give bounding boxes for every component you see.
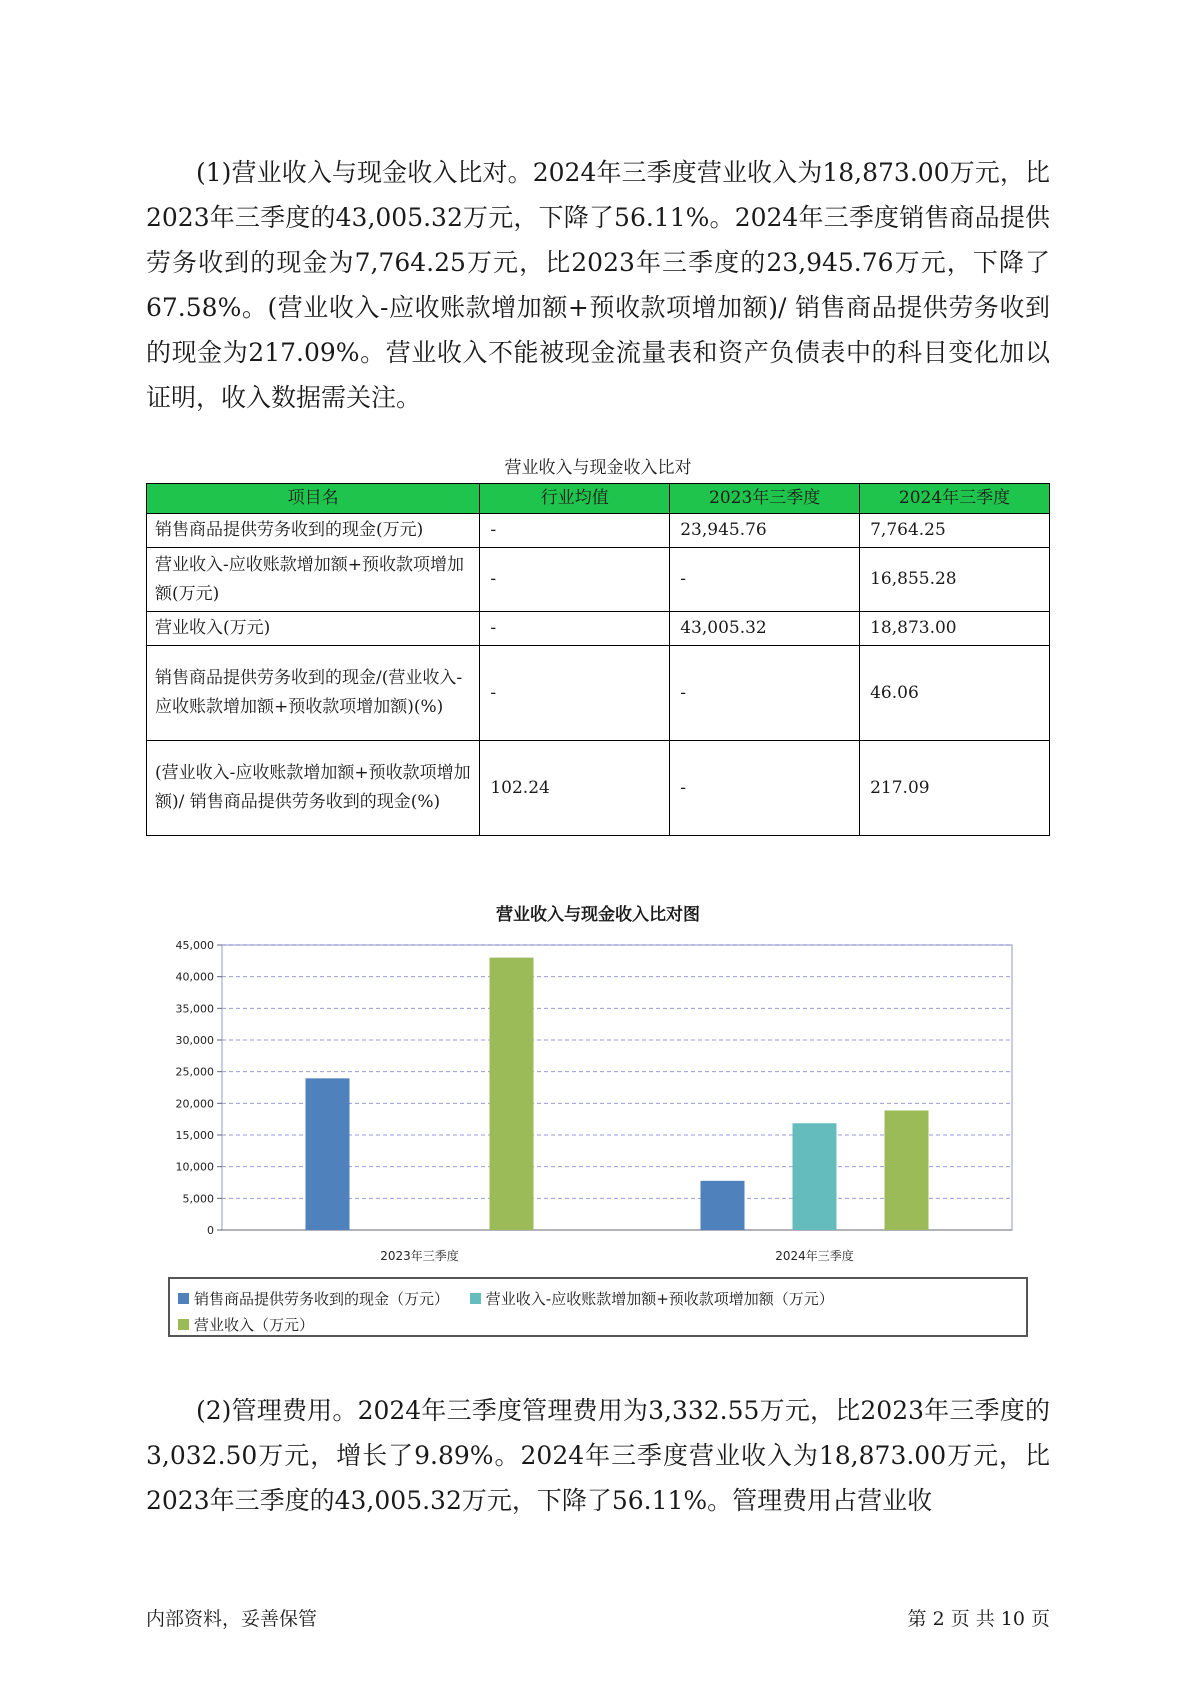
row-label: 营业收入-应收账款增加额+预收款项增加额(万元) [147, 548, 480, 612]
table-caption: 营业收入与现金收入比对 [504, 458, 692, 478]
header-industry-avg: 行业均值 [480, 484, 670, 514]
table-row [147, 646, 1050, 741]
paragraph-text: (2)管理费用。2024年三季度管理费用为3,332.55万元，比2023年三季度的3,032.50万元，增长了9.89%。2024年三季度营业收入为18,873.00万元，比2023年三季度的43,005.32万元，下降了56.11%。管理费用占营业收 [146, 1396, 1050, 1515]
bar [701, 1181, 745, 1230]
y-tick-label: 40,000 [175, 970, 214, 984]
paragraph-text: (1)营业收入与现金收入比对。2024年三季度营业收入为18,873.00万元，比2023年三季度的43,005.32万元，下降了56.11%。2024年三季度销售商品提供劳务收到的现金为7,764.25万元，比2023年三季度的23,945.76万元，下降了67.58%。(营业收入-应收账款增加额+预收款项增加额)/ 销售商品提供劳务收到的现金为217.09%。营业收入不能被现金流量表和资产负债表中的科目变化加以证明，收入数据需关注。 [146, 158, 1050, 412]
y-tick-label: 5,000 [182, 1192, 214, 1206]
cell-value: - [670, 646, 860, 741]
legend-swatch [178, 1319, 189, 1330]
y-tick-label: 35,000 [175, 1002, 214, 1016]
cell-value: 16,855.28 [860, 548, 1050, 612]
table-header-row [147, 484, 1050, 514]
y-tick-label: 20,000 [175, 1097, 214, 1111]
cell-value: 7,764.25 [860, 514, 1050, 548]
row-label: 销售商品提供劳务收到的现金(万元) [147, 514, 480, 548]
cell-value: - [480, 612, 670, 646]
bar [490, 958, 534, 1230]
cell-value: - [670, 548, 860, 612]
row-label: (营业收入-应收账款增加额+预收款项增加额)/ 销售商品提供劳务收到的现金(%) [147, 741, 480, 836]
table-row [147, 548, 1050, 612]
header-item-name: 项目名 [147, 484, 480, 514]
legend-swatch [470, 1293, 481, 1304]
x-tick-label: 2024年三季度 [775, 1249, 854, 1263]
bar [885, 1110, 929, 1230]
row-label: 营业收入(万元) [147, 612, 480, 646]
row-label: 销售商品提供劳务收到的现金/(营业收入-应收账款增加额+预收款项增加额)(%) [147, 646, 480, 741]
chart-title: 营业收入与现金收入比对图 [496, 905, 700, 925]
table-row [147, 741, 1050, 836]
y-tick-label: 15,000 [175, 1129, 214, 1142]
cell-value: 46.06 [860, 646, 1050, 741]
bar [793, 1123, 837, 1230]
paragraph-revenue-cash [146, 150, 1050, 420]
x-tick-label: 2023年三季度 [380, 1249, 459, 1263]
cell-value: - [480, 548, 670, 612]
legend-label: 销售商品提供劳务收到的现金（万元） [194, 1289, 450, 1308]
legend-label: 营业收入-应收账款增加额+预收款项增加额（万元） [485, 1289, 834, 1308]
y-tick-label: 25,000 [175, 1065, 214, 1079]
table-row [147, 612, 1050, 646]
y-tick-label: 30,000 [175, 1034, 214, 1047]
legend-item [178, 1311, 314, 1337]
comparison-table [146, 483, 1050, 836]
chart-legend [168, 1277, 1028, 1337]
cell-value: 18,873.00 [860, 612, 1050, 646]
cell-value: - [480, 646, 670, 741]
paragraph-admin-expense [146, 1388, 1050, 1523]
header-2024-q3: 2024年三季度 [860, 484, 1050, 514]
cell-value: 23,945.76 [670, 514, 860, 548]
cell-value: 43,005.32 [670, 612, 860, 646]
cell-value: 217.09 [860, 741, 1050, 836]
cell-value: - [670, 741, 860, 836]
legend-item [470, 1285, 834, 1311]
legend-label: 营业收入（万元） [194, 1315, 315, 1334]
bar-chart [150, 930, 1030, 1270]
footer-note: 内部资料，妥善保管 [146, 1608, 318, 1630]
page-number: 第 2 页 共 10 页 [907, 1608, 1050, 1630]
legend-item [178, 1285, 449, 1311]
y-tick-label: 10,000 [175, 1160, 214, 1174]
y-tick-label: 0 [207, 1224, 214, 1237]
header-2023-q3: 2023年三季度 [670, 484, 860, 514]
legend-swatch [178, 1293, 189, 1304]
y-tick-label: 45,000 [175, 939, 214, 952]
cell-value: - [480, 514, 670, 548]
table-row [147, 514, 1050, 548]
bar [306, 1078, 350, 1230]
cell-value: 102.24 [480, 741, 670, 836]
